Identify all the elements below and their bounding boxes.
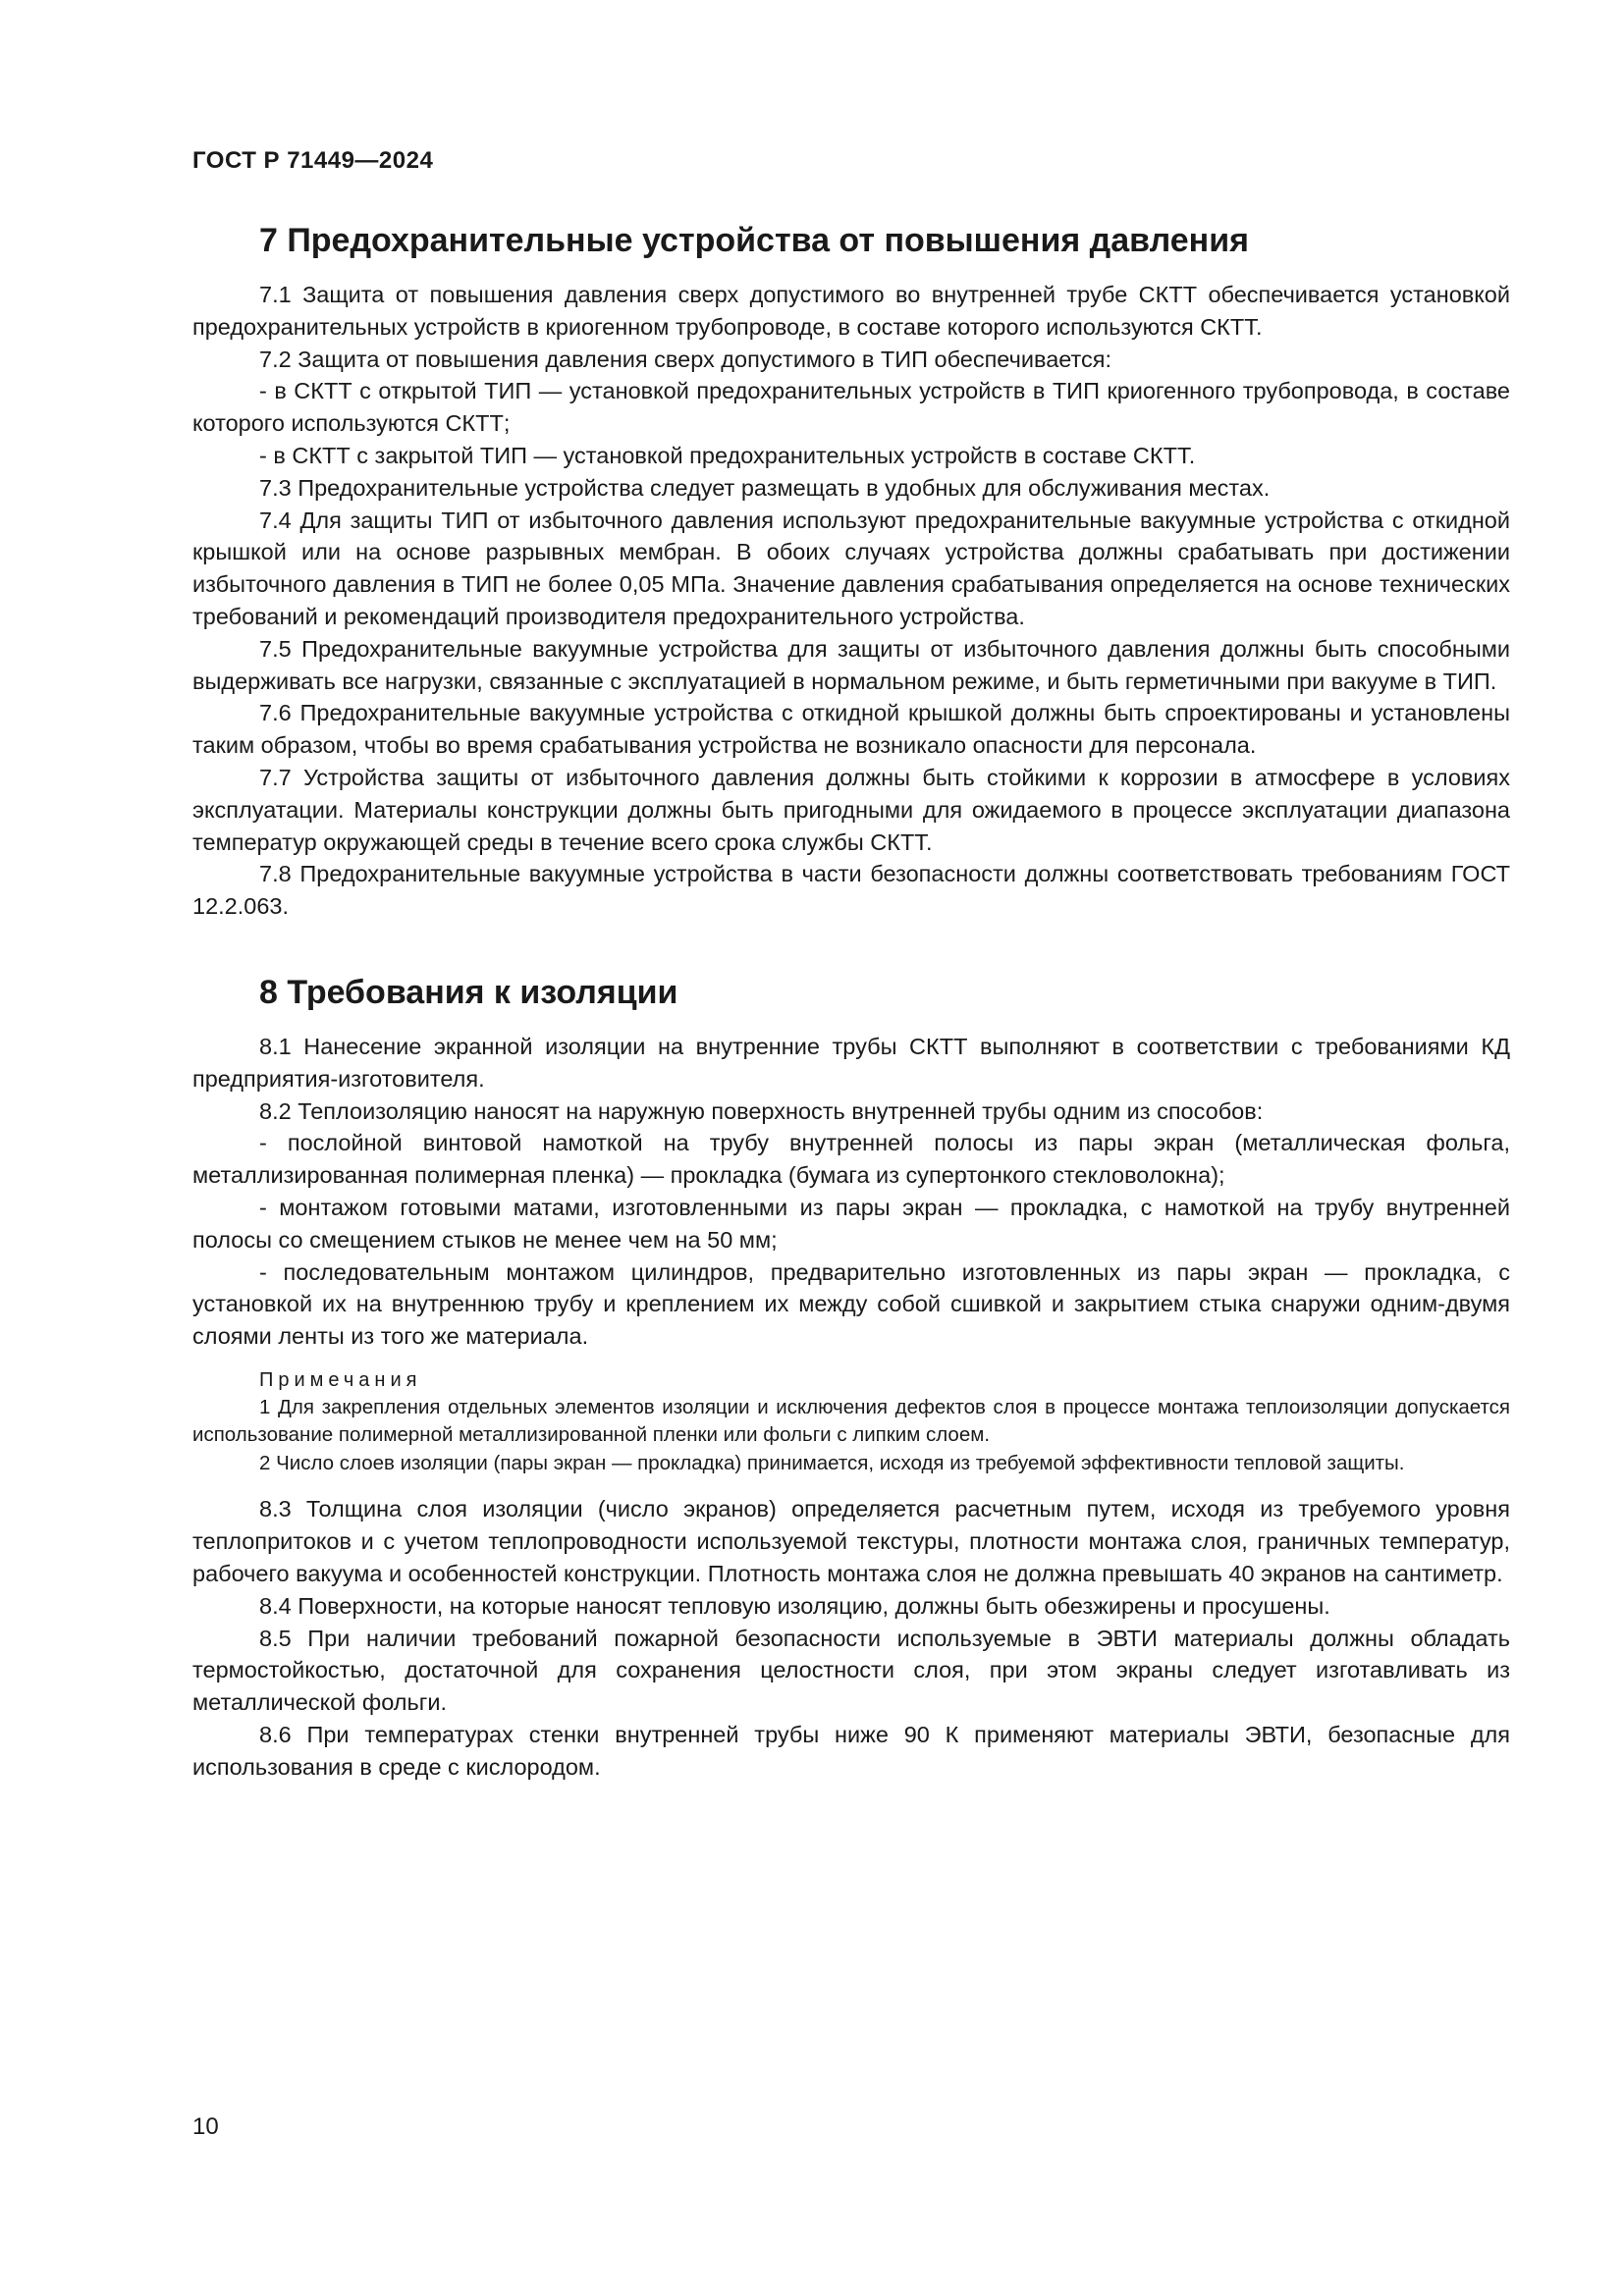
paragraph-7-5: 7.5 Предохранительные вакуумные устройства для защиты от избыточного давления должны быть способными выдерживать все нагрузки, связанные с эксплуатацией в нормальном режиме, и быть герметичными при вакууме в ТИП. — [192, 635, 1510, 694]
paragraph-8-2: 8.2 Теплоизоляцию наносят на наружную поверхность внутренней трубы одним из способов: — [259, 1097, 1264, 1124]
paragraph-8-6: 8.6 При температурах стенки внутренней трубы ниже 90 К применяют материалы ЭВТИ, безопасные для использования в среде с кислородом. — [192, 1721, 1510, 1780]
list-item: - последовательным монтажом цилиндров, предварительно изготовленных из пары экран — прокладка, с установкой их на внутреннюю трубу и креплением их между собой сшивкой и закрытием стыка снаружи одним-двумя слоями ленты из того же материала. — [192, 1258, 1510, 1350]
notes-block — [192, 1366, 1510, 1478]
paragraph-8-5: 8.5 При наличии требований пожарной безопасности используемые в ЭВТИ материалы должны обладать термостойкостью, достаточной для сохранения целостности слоя, при этом экраны следует изготавливать из металлической фольги. — [192, 1625, 1510, 1716]
paragraph-7-7: 7.7 Устройства защиты от избыточного давления должны быть стойкими к коррозии в атмосфере в условиях эксплуатации. Материалы конструкции должны быть пригодными для ожидаемого в процессе эксплуатации диапазона температур окружающей среды в течение всего срока службы СКТТ. — [192, 764, 1510, 855]
document-header: ГОСТ Р 71449—2024 — [192, 147, 434, 174]
section-7 — [192, 218, 1510, 923]
section-7-body — [192, 279, 1510, 923]
list-item: - в СКТТ с открытой ТИП — установкой предохранительных устройств в ТИП криогенного трубопровода, в составе которого используются СКТТ; — [192, 378, 1510, 437]
paragraph-8-3: 8.3 Толщина слоя изоляции (число экранов) определяется расчетным путем, исходя из требуемого уровня теплопритоков и с учетом теплопроводности используемой текстуры, плотности монтажа слоя, граничных температур, рабочего вакуума и особенностей конструкции. Плотность монтажа слоя не должна превышать 40 экранов на сантиметр. — [192, 1496, 1510, 1586]
paragraph-7-3: 7.3 Предохранительные устройства следует размещать в удобных для обслуживания местах. — [259, 474, 1271, 501]
note-item: 2 Число слоев изоляции (пары экран — прокладка) принимается, исходя из требуемой эффективности тепловой защиты. — [259, 1451, 1405, 1474]
paragraph-7-2: 7.2 Защита от повышения давления сверх допустимого в ТИП обеспечивается: — [259, 346, 1112, 372]
note-item: 1 Для закрепления отдельных элементов изоляции и исключения дефектов слоя в процессе монтажа теплоизоляции допускается использование полимерной металлизированной пленки или фольги с липким слоем. — [192, 1395, 1510, 1447]
paragraph-7-8: 7.8 Предохранительные вакуумные устройства в части безопасности должны соответствовать требованиям ГОСТ 12.2.063. — [192, 861, 1510, 920]
section-7-heading: 7 Предохранительные устройства от повышения давления — [259, 222, 1249, 259]
section-8-body-continued — [192, 1493, 1510, 1783]
paragraph-7-1: 7.1 Защита от повышения давления сверх допустимого во внутренней трубе СКТТ обеспечивается установкой предохранительных устройств в криогенном трубопроводе, в составе которого используются СКТТ. — [192, 282, 1510, 340]
paragraph-7-6: 7.6 Предохранительные вакуумные устройства с откидной крышкой должны быть спроектированы и установлены таким образом, чтобы во время срабатывания устройства не возникало опасности для персонала. — [192, 700, 1510, 759]
paragraph-8-4: 8.4 Поверхности, на которые наносят тепловую изоляцию, должны быть обезжирены и просушены. — [259, 1592, 1330, 1619]
paragraph-8-1: 8.1 Нанесение экранной изоляции на внутренние трубы СКТТ выполняют в соответствии с требованиями КД предприятия-изготовителя. — [192, 1033, 1510, 1092]
section-8-heading: 8 Требования к изоляции — [259, 973, 678, 1011]
section-8 — [192, 970, 1510, 1784]
page-content — [192, 218, 1510, 1784]
notes-title: Примечания — [259, 1368, 422, 1391]
list-item: - монтажом готовыми матами, изготовленными из пары экран — прокладка, с намоткой на трубу внутренней полосы со смещением стыков не менее чем на 50 мм; — [192, 1194, 1510, 1253]
paragraph-7-4: 7.4 Для защиты ТИП от избыточного давления используют предохранительные вакуумные устройства с откидной крышкой или на основе разрывных мембран. В обоих случаях устройства должны срабатывать при достижении избыточного давления в ТИП не более 0,05 МПа. Значение давления срабатывания определяется на основе технических требований и рекомендаций производителя предохранительного устройства. — [192, 507, 1510, 629]
list-item: - послойной винтовой намоткой на трубу внутренней полосы из пары экран (металлическая фольга, металлизированная полимерная пленка) — прокладка (бумага из супертонкого стекловолокна); — [192, 1130, 1510, 1189]
page-number: 10 — [192, 2113, 219, 2140]
list-item: - в СКТТ с закрытой ТИП — установкой предохранительных устройств в составе СКТТ. — [259, 442, 1196, 468]
section-8-body — [192, 1031, 1510, 1353]
